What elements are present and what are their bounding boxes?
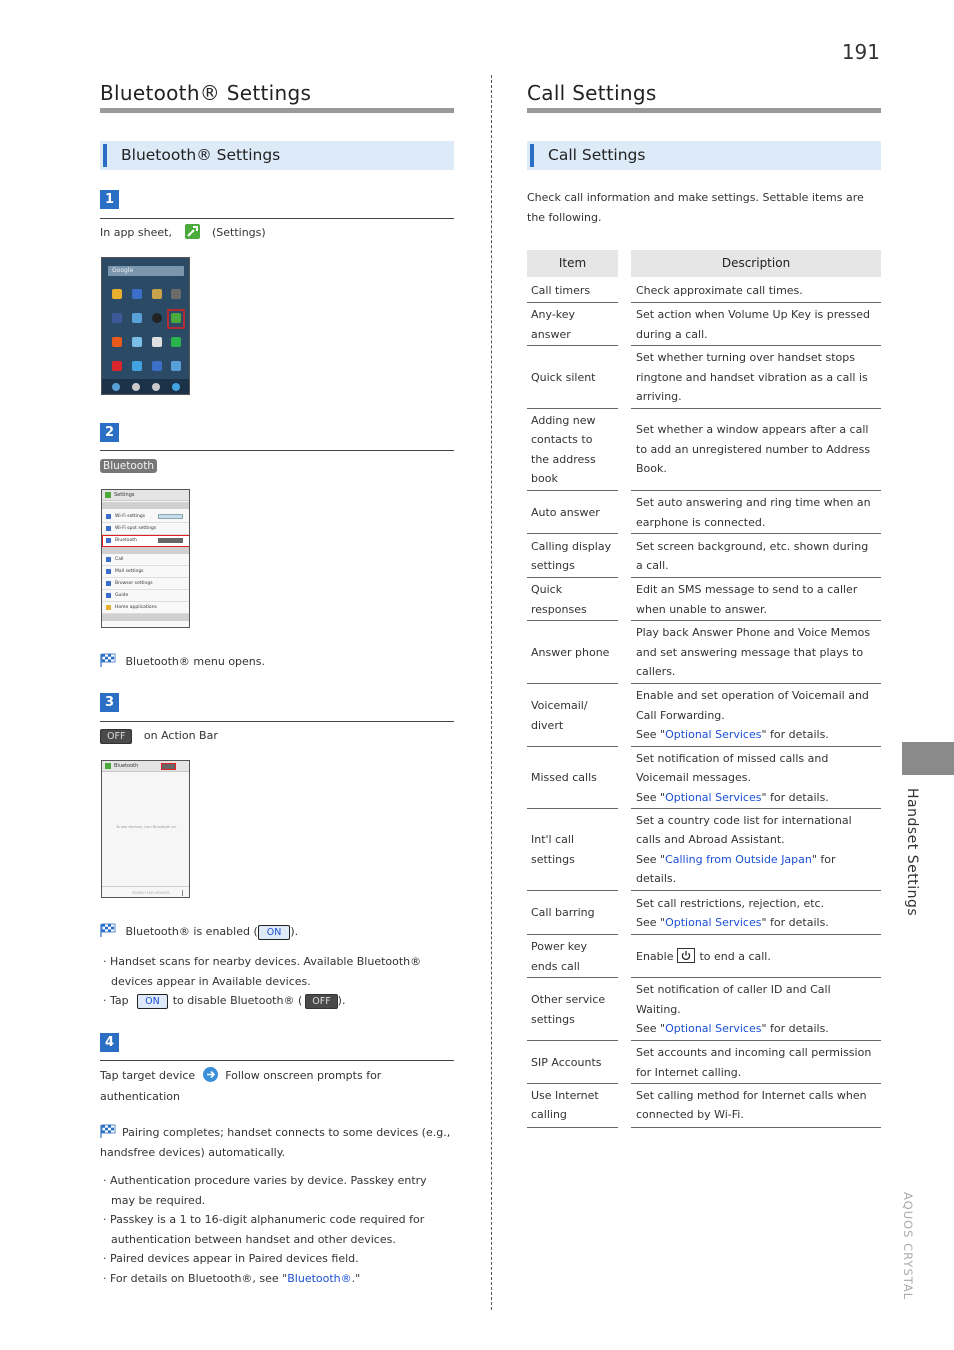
step1-instruction [100, 223, 266, 243]
google-search-label: Google [112, 267, 134, 274]
table-row-line [631, 302, 881, 303]
table-cell-description [636, 979, 886, 1040]
overflow-menu-icon [182, 890, 183, 896]
bullet-text: Tap [110, 994, 129, 1007]
table-cell-item [531, 936, 621, 977]
item-line: SIP Accounts [531, 1055, 602, 1069]
step4-text-line2: authentication [100, 1090, 180, 1103]
step-number-3: 3 [100, 693, 119, 712]
step4-instruction [100, 1065, 454, 1107]
table-row-line [631, 890, 881, 891]
item-line: Any-key [531, 308, 576, 321]
description-line: Enable and set operation of Voicemail and [636, 689, 869, 703]
table-row-line [631, 408, 881, 409]
table-cell-description [636, 280, 886, 302]
settings-row [102, 602, 190, 614]
step2-result [100, 652, 265, 672]
description-line: Set a country code list for international [636, 813, 852, 827]
description-line: connected by Wi-Fi. [636, 1108, 744, 1121]
table-cell-item [531, 304, 621, 345]
see-post: " for details. [761, 1022, 829, 1036]
chapter-label: Handset Settings [904, 788, 920, 917]
see-pre: See " [636, 1022, 666, 1036]
description-line: Set notification of missed calls and [636, 751, 829, 765]
description-line: when unable to answer. [636, 602, 767, 616]
description-line: Set call restrictions, rejection, etc. [636, 896, 825, 910]
item-line: Answer phone [531, 645, 610, 659]
description-line: Play back Answer Phone and Voice Memos [636, 626, 871, 640]
bullet-continuation: devices appear in Available devices. [111, 974, 311, 988]
app-icon-grid [102, 258, 190, 395]
step-number-4: 4 [100, 1033, 119, 1052]
table-row-line [527, 890, 618, 891]
item-line: Quick [531, 583, 563, 596]
table-cell-description [636, 936, 886, 977]
settings-row-label: Guide [115, 593, 129, 598]
settings-category-header [102, 614, 190, 621]
subtitle-text: Call Settings [548, 146, 646, 164]
table-cell-description [636, 492, 886, 533]
bullet-item: · Tap ON to disable Bluetooth® ( OFF ). [103, 994, 346, 1007]
item-line: Auto answer [531, 505, 600, 519]
reference-link[interactable]: Optional Services [665, 916, 762, 929]
description-line: Voicemail messages. [636, 771, 752, 785]
description-line: Edit an SMS message to send to a caller [636, 583, 858, 596]
see-pre: See " [636, 790, 666, 804]
table-row-line [527, 408, 618, 409]
item-line: Power key [531, 940, 588, 953]
description-line: Set auto answering and ring time when an [636, 496, 871, 509]
finish-flag-icon [100, 923, 116, 937]
table-row-line [631, 808, 881, 809]
description-line: calls and Abroad Assistant. [636, 833, 785, 846]
description-line [636, 947, 886, 967]
description-line: Set notification of caller ID and Call [636, 983, 831, 997]
table-cell-item [531, 979, 621, 1040]
bullet-text: Passkey is a 1 to 16-digit alphanumeric code required for [110, 1213, 425, 1226]
settings-action-bar [102, 490, 190, 501]
table-row-line [527, 977, 618, 978]
table-cell-description [636, 1042, 886, 1083]
settings-category-header [102, 502, 190, 509]
table-row-line [631, 1127, 881, 1128]
see-pre: See " [636, 728, 666, 742]
settings-row-label: Wi-Fi settings [115, 514, 146, 519]
chapter-side-tab [902, 742, 954, 775]
step4-text-post: Follow onscreen prompts for [225, 1069, 382, 1082]
settings-category-header [102, 547, 190, 554]
table-cell-description [636, 347, 886, 408]
see-post: " for details. [761, 916, 829, 929]
bullet-continuation: may be required. [111, 1193, 206, 1207]
description-line: Set screen background, etc. shown during [636, 539, 869, 553]
table-cell-item [531, 410, 621, 489]
table-cell-description [636, 748, 886, 808]
description-line: Set whether turning over handset stops [636, 351, 855, 365]
table-cell-description [636, 892, 886, 934]
subtitle-accent-bar [103, 144, 107, 167]
see-post: " for [811, 852, 836, 866]
table-row-line [631, 934, 881, 935]
description-line: Set action when Volume Up Key is pressed [636, 308, 871, 321]
description-line: during a call. [636, 327, 708, 341]
search-devices-label: SEARCH FOR DEVICES [132, 891, 170, 895]
table-cell-item [531, 748, 621, 808]
subtitle-box-bluetooth [100, 141, 454, 170]
item-line: Quick silent [531, 370, 596, 384]
see-post: " for details. [761, 728, 829, 742]
finish-flag-icon [100, 1124, 116, 1138]
table-cell-item [531, 685, 621, 746]
step3-result [100, 922, 298, 942]
table-row-line [527, 620, 618, 621]
bullet-text: Paired devices appear in Paired devices field. [110, 1252, 359, 1265]
see-reference [636, 850, 886, 870]
item-line: divert [531, 718, 564, 732]
bluetooth-menu-chip-wrap [100, 459, 157, 473]
settings-row-label: Call [115, 557, 124, 562]
bluetooth-menu-chip: Bluetooth [100, 459, 157, 473]
bullet-text: For details on Bluetooth®, see " [110, 1271, 288, 1285]
section-title-bluetooth: Bluetooth® Settings [100, 81, 312, 105]
step4-result [100, 1123, 460, 1162]
call-settings-intro [527, 188, 887, 227]
item-line: contacts to [531, 433, 593, 446]
reference-link[interactable]: Optional Services [665, 728, 762, 742]
intro-line: the following. [527, 210, 602, 224]
bullet-item: · For details on Bluetooth®, see "Bluetooth®." [103, 1271, 361, 1285]
table-cell-description [636, 685, 886, 746]
settings-row [102, 578, 190, 590]
step-rule [100, 721, 454, 722]
item-line: Adding new [531, 413, 596, 427]
see-extra: details. [636, 872, 677, 885]
see-pre: See " [636, 916, 666, 929]
off-toggle-chip: OFF [305, 994, 337, 1009]
see-reference [636, 913, 886, 933]
see-reference [636, 725, 886, 745]
page-number: 191 [841, 40, 880, 64]
item-line: the address [531, 452, 596, 466]
settings-row-label: Home applications [115, 605, 157, 610]
table-cell-description [636, 579, 886, 620]
on-toggle-chip: ON [137, 994, 168, 1009]
screenshot-app-sheet [101, 257, 190, 395]
item-line: settings [531, 852, 575, 866]
description-line: Set accounts and incoming call permission [636, 1046, 872, 1059]
reference-link[interactable]: Optional Services [665, 1022, 762, 1036]
section-title-call-settings: Call Settings [527, 81, 657, 105]
description-line: Check approximate call times. [636, 284, 803, 298]
off-toggle-chip: OFF [100, 729, 132, 744]
table-cell-description [636, 1085, 886, 1125]
table-cell-item [531, 622, 621, 683]
off-toggle-highlight [161, 763, 176, 770]
step4-text-pre: Tap target device [100, 1069, 196, 1082]
table-header-item: Item [527, 250, 618, 277]
brand-label: AQUOS CRYSTAL [901, 1192, 915, 1301]
table-header-description: Description [631, 250, 881, 277]
bullet-text: Handset scans for nearby devices. Available Bluetooth® [110, 955, 422, 968]
step1-pre: In app sheet, [100, 226, 172, 239]
bullet-text: ). [337, 994, 346, 1007]
table-row-line [527, 1040, 618, 1041]
bullet-text: Authentication procedure varies by device. Passkey entry [110, 1174, 427, 1187]
table-cell-item [531, 1085, 621, 1125]
bullet-text: to disable Bluetooth® ( [172, 994, 303, 1007]
settings-row-label: Wi-Fi spot settings [115, 526, 157, 531]
item-line: Missed calls [531, 771, 597, 785]
description-line: Set whether a window appears after a call [636, 423, 869, 437]
title-rule [527, 108, 881, 113]
step2-result-text: Bluetooth® menu opens. [125, 655, 265, 668]
item-line: settings [531, 1012, 575, 1026]
bullet-item: · Paired devices appear in Paired devices field. [103, 1252, 359, 1265]
item-line: calling [531, 1108, 567, 1121]
description-line: Waiting. [636, 1002, 681, 1016]
step-number-2: 2 [100, 423, 119, 442]
settings-row [102, 554, 190, 566]
settings-row [102, 523, 190, 535]
table-row-line [527, 746, 618, 747]
table-cell-description [636, 622, 886, 683]
settings-icon [105, 763, 111, 769]
description-line: arriving. [636, 390, 682, 404]
bluetooth-action-bar [102, 761, 190, 772]
table-row-line [631, 683, 881, 684]
screenshot-settings-list [101, 489, 190, 628]
subtitle-accent-bar [530, 144, 534, 167]
table-row-line [631, 490, 881, 491]
description-line: Set calling method for Internet calls when [636, 1088, 867, 1102]
step4-result-line2: handsfree devices) automatically. [100, 1145, 286, 1159]
table-row-line [527, 934, 618, 935]
settings-row-label: Mail settings [115, 569, 144, 574]
step4-result-line1: Pairing completes; handset connects to some devices (e.g., [122, 1126, 451, 1139]
subtitle-text: Bluetooth® Settings [121, 146, 281, 164]
table-row-line [631, 345, 881, 346]
table-cell-description [636, 304, 886, 345]
table-row-line [631, 533, 881, 534]
subtitle-box-call-settings [527, 141, 881, 170]
item-line: Use Internet [531, 1088, 599, 1102]
bullet-item: · Passkey is a 1 to 16-digit alphanumeric code required for [103, 1213, 425, 1226]
bluetooth-link[interactable]: Bluetooth® [287, 1271, 352, 1285]
table-cell-item [531, 347, 621, 408]
title-rule [100, 108, 454, 113]
table-cell-item [531, 535, 621, 577]
item-line: Call barring [531, 906, 595, 920]
settings-rows [102, 511, 190, 621]
description-line: callers. [636, 665, 676, 679]
item-line: responses [531, 602, 587, 616]
intro-line: Check call information and make settings. Settable items are [527, 191, 864, 204]
settings-row-label: Bluetooth [115, 538, 137, 543]
table-cell-item [531, 892, 621, 934]
description-text: Enable [636, 949, 674, 963]
table-cell-item [531, 810, 621, 889]
table-cell-description [636, 535, 886, 577]
description-line: for Internet calling. [636, 1065, 742, 1079]
settings-row [102, 511, 190, 523]
power-key-icon [677, 948, 695, 963]
item-line: Other service [531, 993, 606, 1006]
item-line: book [531, 472, 558, 485]
description-line: a call. [636, 559, 669, 572]
table-cell-item [531, 280, 621, 302]
step3-text: on Action Bar [143, 729, 218, 742]
bullet-text: ." [351, 1271, 361, 1285]
table-cell-description [636, 410, 886, 489]
settings-icon [105, 492, 111, 498]
step-rule [100, 450, 454, 451]
table-row-line [631, 1040, 881, 1041]
bullet-continuation: authentication between handset and other devices. [111, 1232, 396, 1246]
step1-post: (Settings) [211, 226, 266, 239]
finish-flag-icon [100, 653, 116, 667]
step-rule [100, 1060, 454, 1061]
description-line: Book. [636, 462, 667, 476]
settings-row-label: Browser settings [115, 581, 153, 586]
table-row-line [631, 620, 881, 621]
table-row-line [527, 533, 618, 534]
item-line: ends call [531, 959, 580, 973]
item-line: Int'l call [531, 833, 575, 846]
step3-result-pre: Bluetooth® is enabled ( [125, 925, 258, 938]
item-line: answer [531, 327, 571, 341]
bluetooth-screen-title: Bluetooth [114, 763, 139, 769]
item-line: Call timers [531, 284, 591, 298]
table-row-line [631, 746, 881, 747]
step3-bullets [103, 952, 421, 1011]
settings-row [102, 590, 190, 602]
table-row-line [527, 683, 618, 684]
step4-bullets [103, 1171, 463, 1288]
table-cell-item [531, 492, 621, 533]
description-line: earphone is connected. [636, 515, 766, 529]
settings-title: Settings [114, 492, 135, 498]
description-line: Call Forwarding. [636, 708, 725, 722]
arrow-right-icon [203, 1067, 218, 1082]
bullet-item: · Authentication procedure varies by device. Passkey entry [103, 1174, 427, 1187]
settings-row-bluetooth-highlight [102, 535, 190, 547]
step3-result-post: ). [290, 925, 299, 938]
bluetooth-off-message: To see devices, turn Bluetooth on. [115, 825, 178, 829]
on-toggle-chip: ON [258, 925, 291, 940]
bullet-item: · Handset scans for nearby devices. Available Bluetooth® [103, 955, 422, 968]
description-line: ringtone and handset vibration as a call is [636, 370, 868, 384]
settings-app-icon [185, 224, 200, 239]
table-row-line [527, 345, 618, 346]
step-number-1: 1 [100, 190, 119, 209]
table-row-line [527, 1083, 618, 1084]
reference-link[interactable]: Optional Services [665, 790, 762, 804]
see-post: " for details. [761, 790, 829, 804]
item-line: Calling display [531, 539, 612, 553]
column-divider [491, 75, 492, 1310]
item-line: Voicemail/ [531, 699, 588, 712]
bluetooth-footer [102, 886, 190, 898]
table-row-line [631, 977, 881, 978]
table-row-line [631, 1083, 881, 1084]
step3-instruction [100, 726, 218, 746]
table-row-line [527, 1127, 618, 1128]
reference-link[interactable]: Calling from Outside Japan [665, 852, 812, 866]
settings-row [102, 566, 190, 578]
see-pre: See " [636, 852, 666, 866]
table-row-line [527, 808, 618, 809]
table-row-line [631, 577, 881, 578]
table-row-line [527, 490, 618, 491]
description-text: to end a call. [699, 949, 771, 963]
table-cell-item [531, 1042, 621, 1083]
table-row-line [527, 577, 618, 578]
table-row-line [527, 302, 618, 303]
description-line: and set answering message that plays to [636, 645, 864, 659]
screenshot-bluetooth-screen [101, 760, 190, 898]
see-reference [636, 1019, 886, 1039]
description-line: to add an unregistered number to Address [636, 442, 871, 456]
see-reference [636, 788, 886, 808]
item-line: settings [531, 559, 575, 572]
step-rule [100, 218, 454, 219]
table-cell-item [531, 579, 621, 620]
table-cell-description [636, 810, 886, 889]
